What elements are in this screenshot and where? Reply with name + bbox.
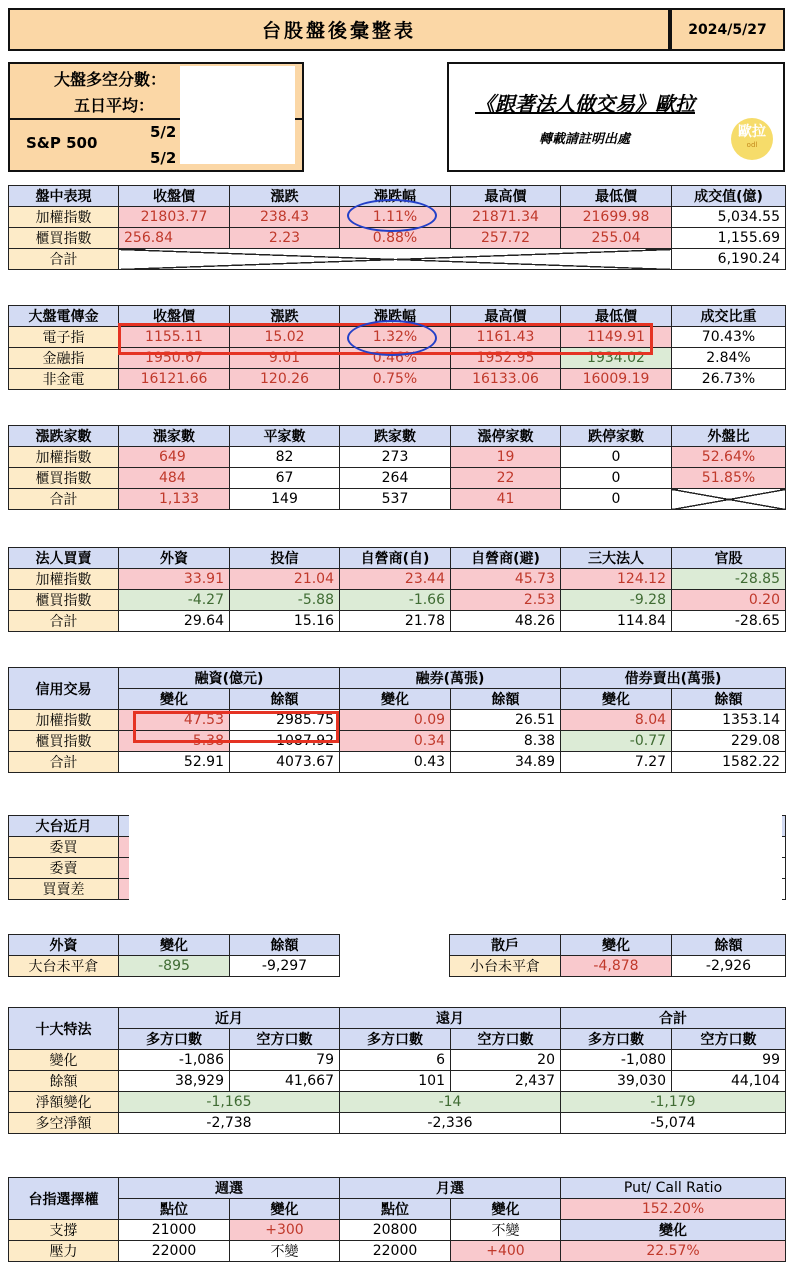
value-cell: 114.84 — [561, 611, 672, 632]
header-cell: 變化 — [340, 689, 451, 710]
header-cell: 餘額 — [451, 689, 561, 710]
value-cell: 51.85% — [672, 468, 786, 489]
value-cell: 0.09 — [340, 710, 451, 731]
brand-logo-sub: odl — [746, 141, 758, 149]
value-cell: 1950.67 — [119, 348, 230, 369]
highlight-oval — [347, 199, 437, 232]
table-row — [9, 590, 786, 611]
value-cell: 20 — [451, 1050, 561, 1071]
header-cell: 餘額 — [672, 935, 786, 956]
value-cell: 16121.66 — [119, 369, 230, 390]
row-label: 買賣差 — [9, 879, 119, 900]
row-label: 支撐 — [9, 1220, 119, 1241]
value-cell: 101 — [340, 1071, 451, 1092]
value-cell: -1,179 — [561, 1092, 786, 1113]
value-cell: 21699.98 — [561, 207, 672, 228]
header-cell: 投信 — [230, 548, 340, 569]
row-label: 合計 — [9, 752, 119, 773]
pcr-change: 22.57% — [561, 1241, 786, 1262]
highlight-box — [133, 711, 339, 743]
value-cell: -1.66 — [340, 590, 451, 611]
pcr-change-label: 變化 — [561, 1220, 786, 1241]
value-cell: 8.38 — [451, 731, 561, 752]
value-cell: -1,086 — [119, 1050, 230, 1071]
redacted-area — [129, 812, 782, 912]
value-cell: 不變 — [451, 1220, 561, 1241]
value-cell: 0 — [561, 489, 672, 510]
header-cell: 十大特法 — [9, 1008, 119, 1050]
table-subheader-row — [9, 1029, 786, 1050]
value-cell: 22000 — [119, 1241, 230, 1262]
value-cell: -5.88 — [230, 590, 340, 611]
value-cell: +400 — [451, 1241, 561, 1262]
value-cell: 26.73% — [672, 369, 786, 390]
brand-box — [447, 62, 785, 172]
header-cell: 法人買賣 — [9, 548, 119, 569]
header-cell: 餘額 — [230, 935, 340, 956]
header-cell: 多方口數 — [119, 1029, 230, 1050]
value-cell: 0.75% — [340, 369, 451, 390]
table-header-row — [9, 668, 786, 689]
header-cell: 大盤電傳金 — [9, 306, 119, 327]
value-cell: 537 — [340, 489, 451, 510]
value-cell: 20800 — [340, 1220, 451, 1241]
redacted-area — [180, 66, 295, 164]
value-cell: 41 — [451, 489, 561, 510]
header-cell: 變化 — [119, 689, 230, 710]
row-label: 大台未平倉 — [9, 956, 119, 977]
value-cell: 99 — [672, 1050, 786, 1071]
table-header-row — [9, 935, 340, 956]
value-cell: 484 — [119, 468, 230, 489]
table-subheader-row — [9, 1199, 786, 1220]
group-header: 近月 — [119, 1008, 340, 1029]
value-cell: 2985.75 — [230, 710, 340, 731]
value-cell: 26.51 — [451, 710, 561, 731]
header-cell: 點位 — [340, 1199, 451, 1220]
table-header-row — [9, 1008, 786, 1029]
value-cell: -4,878 — [561, 956, 672, 977]
group-header: 借券賣出(萬張) — [561, 668, 786, 689]
page-title: 台股盤後彙整表 — [261, 20, 416, 42]
header-cell: 外資 — [119, 548, 230, 569]
value-cell: 0.34 — [340, 731, 451, 752]
header-cell: 外資 — [9, 935, 119, 956]
table-subheader-row — [9, 689, 786, 710]
value-cell: -1,080 — [561, 1050, 672, 1071]
value-cell: 264 — [340, 468, 451, 489]
value-cell: 1,155.69 — [672, 228, 786, 249]
row-label: 變化 — [9, 1050, 119, 1071]
header-cell: 三大法人 — [561, 548, 672, 569]
value-cell: 1149.91 — [561, 327, 672, 348]
date-box — [670, 8, 785, 51]
header-cell: 漲跌幅 — [340, 186, 451, 207]
options-table — [8, 1177, 786, 1262]
header-cell: 最高價 — [451, 186, 561, 207]
value-cell: 19 — [451, 447, 561, 468]
group-header: Put/ Call Ratio — [561, 1178, 786, 1199]
table-row — [9, 1050, 786, 1071]
value-cell: -9.28 — [561, 590, 672, 611]
foreign-futures-table — [8, 934, 340, 977]
value-cell: 4073.67 — [230, 752, 340, 773]
header-cell: 平家數 — [230, 426, 340, 447]
value-cell: 22 — [451, 468, 561, 489]
value-cell: 1155.11 — [119, 327, 230, 348]
value-cell: 255.04 — [561, 228, 672, 249]
value-cell: 67 — [230, 468, 340, 489]
table-row — [9, 611, 786, 632]
value-cell: 48.26 — [451, 611, 561, 632]
value-cell: 39,030 — [561, 1071, 672, 1092]
value-cell: 0.20 — [672, 590, 786, 611]
header-cell: 跌停家數 — [561, 426, 672, 447]
empty-cross-cell — [672, 489, 786, 510]
value-cell: 2,437 — [451, 1071, 561, 1092]
value-cell: -2,926 — [672, 956, 786, 977]
title-bar — [8, 8, 670, 51]
report-date: 2024/5/27 — [688, 21, 767, 38]
header-cell: 多方口數 — [340, 1029, 451, 1050]
header-cell: 盤中表現 — [9, 186, 119, 207]
value-cell: -1,165 — [119, 1092, 340, 1113]
value-cell: 1161.43 — [451, 327, 561, 348]
value-cell: 5.38 — [119, 731, 230, 752]
value-cell: -14 — [340, 1092, 561, 1113]
value-cell: 229.08 — [672, 731, 786, 752]
header-cell: 台指選擇權 — [9, 1178, 119, 1220]
value-cell: -28.65 — [672, 611, 786, 632]
header-cell: 變化 — [451, 1199, 561, 1220]
value-cell: 1,133 — [119, 489, 230, 510]
row-label: 委賣 — [9, 858, 119, 879]
header-cell: 外盤比 — [672, 426, 786, 447]
table-row — [9, 731, 786, 752]
sp500-label: S&P 500 — [26, 134, 98, 152]
value-cell: -2,336 — [340, 1113, 561, 1134]
table-header-row — [450, 935, 786, 956]
institutional-table — [8, 547, 786, 632]
row-label: 壓力 — [9, 1241, 119, 1262]
row-label: 櫃買指數 — [9, 468, 119, 489]
value-cell: 1582.22 — [672, 752, 786, 773]
value-cell: 44,104 — [672, 1071, 786, 1092]
table-row — [9, 956, 340, 977]
top10-traders-table — [8, 1007, 786, 1134]
header-cell: 變化 — [230, 1199, 340, 1220]
value-cell: 257.72 — [451, 228, 561, 249]
value-cell: 238.43 — [230, 207, 340, 228]
row-label: 加權指數 — [9, 207, 119, 228]
value-cell: -2,738 — [119, 1113, 340, 1134]
value-cell: 38,929 — [119, 1071, 230, 1092]
header-cell: 收盤價 — [119, 186, 230, 207]
header-cell: 漲跌 — [230, 306, 340, 327]
value-cell: 16009.19 — [561, 369, 672, 390]
header-cell: 變化 — [561, 935, 672, 956]
value-cell: 256.84 — [119, 228, 230, 249]
table-header-row — [9, 548, 786, 569]
header-cell: 官股 — [672, 548, 786, 569]
header-cell: 收盤價 — [119, 306, 230, 327]
row-label: 非金電 — [9, 369, 119, 390]
row-label: 小台未平倉 — [450, 956, 561, 977]
value-cell: 0.43 — [340, 752, 451, 773]
value-cell: 41,667 — [230, 1071, 340, 1092]
value-cell: 52.64% — [672, 447, 786, 468]
value-cell: 273 — [340, 447, 451, 468]
table-row — [9, 447, 786, 468]
value-cell: 0 — [561, 468, 672, 489]
header-cell: 信用交易 — [9, 668, 119, 710]
score-label: 大盤多空分數： — [54, 70, 167, 89]
value-cell: 21.04 — [230, 569, 340, 590]
sp500-date-2: 5/2 — [150, 149, 177, 167]
value-cell: 7.27 — [561, 752, 672, 773]
header-cell: 散戶 — [450, 935, 561, 956]
empty-cross-cell — [119, 249, 672, 270]
row-label: 委買 — [9, 837, 119, 858]
value-cell: 45.73 — [451, 569, 561, 590]
header-cell: 漲家數 — [119, 426, 230, 447]
sp500-date-1: 5/2 — [150, 123, 177, 141]
value-cell: 52.91 — [119, 752, 230, 773]
value-cell: -895 — [119, 956, 230, 977]
breadth-table — [8, 425, 786, 510]
row-label: 電子指 — [9, 327, 119, 348]
value-cell: 21803.77 — [119, 207, 230, 228]
group-header: 融資(億元) — [119, 668, 340, 689]
row-label: 櫃買指數 — [9, 731, 119, 752]
header-cell: 最低價 — [561, 306, 672, 327]
table-header-row — [9, 426, 786, 447]
table-row — [9, 468, 786, 489]
header-cell: 餘額 — [672, 689, 786, 710]
table-row — [9, 569, 786, 590]
group-header: 遠月 — [340, 1008, 561, 1029]
value-cell: 21871.34 — [451, 207, 561, 228]
value-cell: 6,190.24 — [672, 249, 786, 270]
brand-logo-text: 歐拉 — [738, 124, 766, 140]
table-row — [9, 1220, 786, 1241]
header-cell: 多方口數 — [561, 1029, 672, 1050]
row-label: 合計 — [9, 489, 119, 510]
value-cell: 1952.95 — [451, 348, 561, 369]
value-cell: 34.89 — [451, 752, 561, 773]
header-cell: 變化 — [119, 935, 230, 956]
group-header: 週選 — [119, 1178, 340, 1199]
value-cell: -4.27 — [119, 590, 230, 611]
value-cell: 16133.06 — [451, 369, 561, 390]
header-cell: 漲停家數 — [451, 426, 561, 447]
brand-subtitle: 轉載請註明出處 — [539, 132, 631, 147]
header-cell: 餘額 — [230, 689, 340, 710]
value-cell: 2.23 — [230, 228, 340, 249]
value-cell: 149 — [230, 489, 340, 510]
value-cell: 29.64 — [119, 611, 230, 632]
table-row — [450, 956, 786, 977]
value-cell: 79 — [230, 1050, 340, 1071]
value-cell: 1934.02 — [561, 348, 672, 369]
value-cell: 21000 — [119, 1220, 230, 1241]
header-cell: 變化 — [561, 689, 672, 710]
table-row — [9, 752, 786, 773]
value-cell: 8.04 — [561, 710, 672, 731]
row-label: 加權指數 — [9, 447, 119, 468]
header-cell: 最高價 — [451, 306, 561, 327]
table-row — [9, 1071, 786, 1092]
header-cell: 成交比重 — [672, 306, 786, 327]
value-cell: 9.01 — [230, 348, 340, 369]
header-cell: 漲跌幅 — [340, 306, 451, 327]
value-cell: 1087.92 — [230, 731, 340, 752]
row-label: 合計 — [9, 249, 119, 270]
row-label: 加權指數 — [9, 569, 119, 590]
table-row — [9, 710, 786, 731]
value-cell: 不變 — [230, 1241, 340, 1262]
value-cell: 0.88% — [340, 228, 451, 249]
row-label: 金融指 — [9, 348, 119, 369]
credit-table — [8, 667, 786, 773]
value-cell: -0.77 — [561, 731, 672, 752]
avg-label: 五日平均： — [74, 96, 155, 115]
header-cell: 自營商(避) — [451, 548, 561, 569]
group-header: 融券(萬張) — [340, 668, 561, 689]
value-cell: 47.53 — [119, 710, 230, 731]
table-row — [9, 1113, 786, 1134]
value-cell: 0.46% — [340, 348, 451, 369]
value-cell: 21.78 — [340, 611, 451, 632]
value-cell: -28.85 — [672, 569, 786, 590]
brand-logo — [731, 118, 773, 160]
row-label: 餘額 — [9, 1071, 119, 1092]
group-header: 合計 — [561, 1008, 786, 1029]
header-cell: 漲跌 — [230, 186, 340, 207]
value-cell: 5,034.55 — [672, 207, 786, 228]
brand-title: 《跟著法人做交易》歐拉 — [475, 92, 695, 116]
value-cell: 2.84% — [672, 348, 786, 369]
table-row — [9, 1092, 786, 1113]
value-cell: -9,297 — [230, 956, 340, 977]
group-header: 月選 — [340, 1178, 561, 1199]
value-cell: 649 — [119, 447, 230, 468]
header-cell: 成交值(億) — [672, 186, 786, 207]
header-cell: 跌家數 — [340, 426, 451, 447]
value-cell: 22000 — [340, 1241, 451, 1262]
pcr-value: 152.20% — [561, 1199, 786, 1220]
row-label: 淨額變化 — [9, 1092, 119, 1113]
header-cell: 自營商(自) — [340, 548, 451, 569]
table-row — [9, 249, 786, 270]
header-cell: 空方口數 — [672, 1029, 786, 1050]
header-cell: 大台近月 — [9, 816, 119, 837]
value-cell: 23.44 — [340, 569, 451, 590]
value-cell: 124.12 — [561, 569, 672, 590]
value-cell: 33.91 — [119, 569, 230, 590]
value-cell: 82 — [230, 447, 340, 468]
table-row — [9, 1241, 786, 1262]
value-cell: +300 — [230, 1220, 340, 1241]
row-label: 多空淨額 — [9, 1113, 119, 1134]
header-cell: 最低價 — [561, 186, 672, 207]
value-cell: 70.43% — [672, 327, 786, 348]
value-cell: 6 — [340, 1050, 451, 1071]
table-row — [9, 489, 786, 510]
value-cell: 1.32% — [340, 327, 451, 348]
value-cell: 120.26 — [230, 369, 340, 390]
value-cell: 0 — [561, 447, 672, 468]
value-cell: 1353.14 — [672, 710, 786, 731]
value-cell: 15.02 — [230, 327, 340, 348]
highlight-oval — [347, 320, 437, 356]
row-label: 加權指數 — [9, 710, 119, 731]
header-cell: 漲跌家數 — [9, 426, 119, 447]
header-cell: 空方口數 — [451, 1029, 561, 1050]
value-cell: 15.16 — [230, 611, 340, 632]
retail-futures-table — [449, 934, 786, 977]
value-cell: -5,074 — [561, 1113, 786, 1134]
header-cell: 點位 — [119, 1199, 230, 1220]
row-label: 櫃買指數 — [9, 228, 119, 249]
table-row — [9, 369, 786, 390]
value-cell: 1.11% — [340, 207, 451, 228]
row-label: 合計 — [9, 611, 119, 632]
header-cell: 空方口數 — [230, 1029, 340, 1050]
table-header-row — [9, 1178, 786, 1199]
row-label: 櫃買指數 — [9, 590, 119, 611]
value-cell: 2.53 — [451, 590, 561, 611]
